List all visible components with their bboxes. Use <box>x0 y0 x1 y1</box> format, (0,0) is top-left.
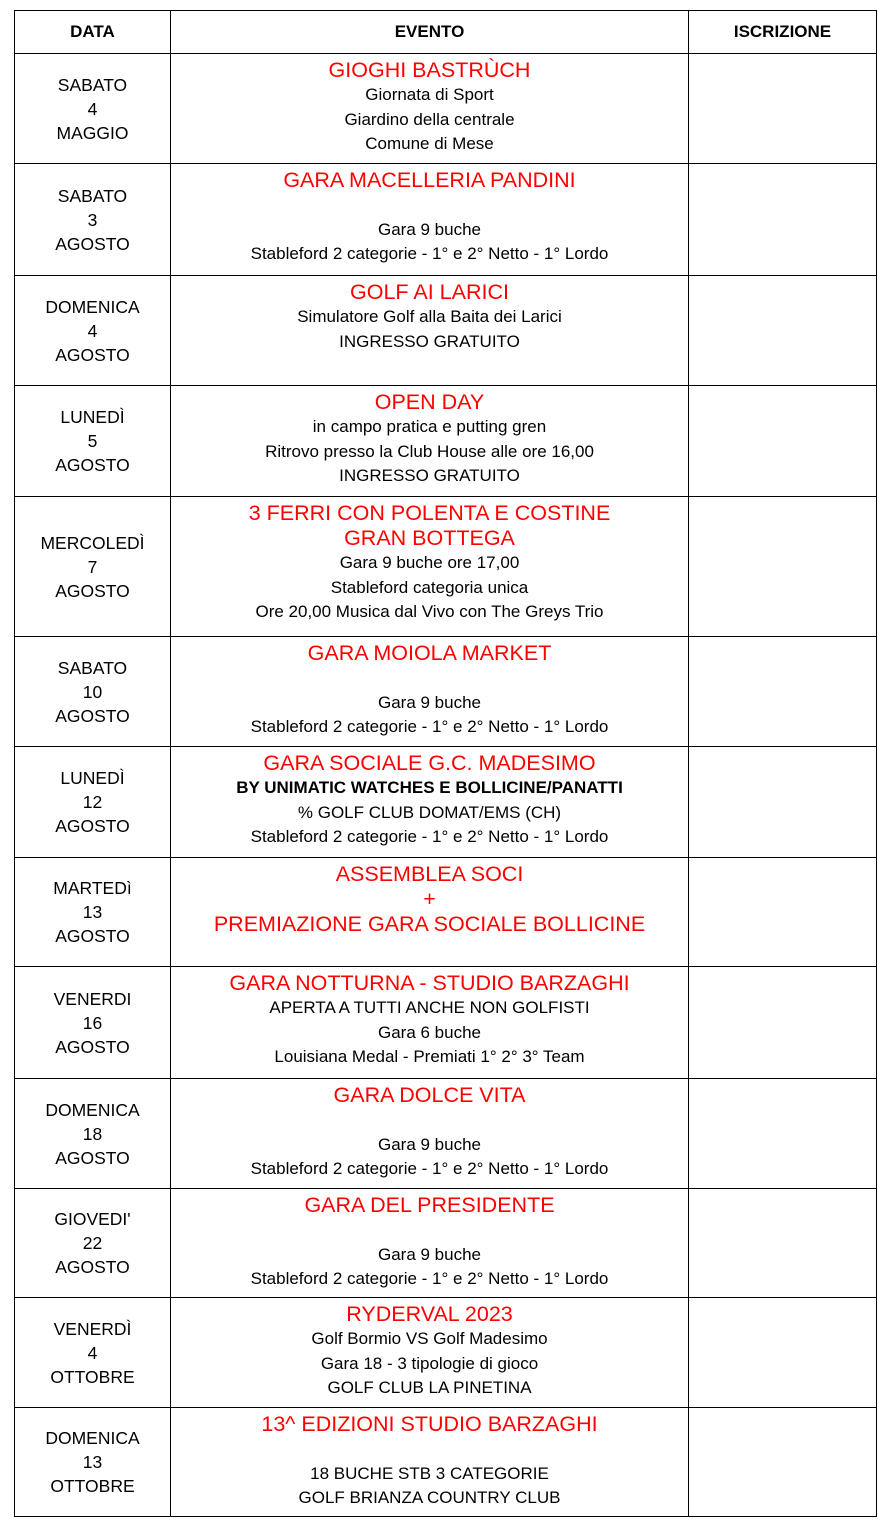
event-spacer <box>171 193 688 218</box>
date-line: SABATO <box>57 74 128 95</box>
table-row <box>15 276 877 386</box>
event-detail: APERTA A TUTTI ANCHE NON GOLFISTI <box>269 998 590 1017</box>
date-line: AGOSTO <box>55 1257 130 1277</box>
event-detail: Gara 6 buche <box>377 1022 481 1042</box>
event-detail: 18 BUCHE STB 3 CATEGORIE <box>310 1463 549 1483</box>
date-cell <box>15 747 171 858</box>
event-cell <box>171 967 689 1079</box>
event-detail: Gara 9 buche <box>377 1134 481 1154</box>
event-title: GIOGHI BASTRÙCH <box>328 58 531 82</box>
event-cell <box>171 386 689 497</box>
date-line: SABATO <box>57 185 128 206</box>
event-cell <box>171 1408 689 1517</box>
event-detail: Giornata di Sport <box>365 85 494 104</box>
date-line: AGOSTO <box>55 816 130 836</box>
date-line: AGOSTO <box>55 705 130 726</box>
date-line: SABATO <box>57 657 128 678</box>
date-cell <box>15 1189 171 1298</box>
date-line: GIOVEDI' <box>54 1209 131 1229</box>
registration-cell[interactable] <box>689 1079 877 1189</box>
event-spacer <box>171 1108 688 1133</box>
table-row <box>15 386 877 497</box>
event-cell <box>171 1079 689 1189</box>
date-line: VENERDI <box>53 988 132 1009</box>
date-line: 4 <box>87 1342 98 1363</box>
date-cell <box>15 386 171 497</box>
table-row <box>15 1189 877 1298</box>
table-row <box>15 54 877 164</box>
table-row <box>15 497 877 637</box>
table-row <box>15 1298 877 1408</box>
event-cell <box>171 1189 689 1298</box>
event-detail: in campo pratica e putting gren <box>312 417 547 436</box>
table-row <box>15 164 877 276</box>
event-detail: Stableford categoria unica <box>330 577 529 597</box>
date-line: MAGGIO <box>56 122 129 143</box>
registration-cell[interactable] <box>689 1408 877 1517</box>
date-line: 13 <box>82 1452 103 1472</box>
date-line: 13 <box>82 902 103 922</box>
date-line: 12 <box>82 792 103 812</box>
date-line: MERCOLEDÌ <box>40 532 145 553</box>
date-line: AGOSTO <box>55 580 130 601</box>
event-detail: INGRESSO GRATUITO <box>339 331 520 351</box>
date-line: AGOSTO <box>55 926 130 946</box>
date-line: AGOSTO <box>55 344 130 365</box>
date-line: OTTOBRE <box>50 1476 135 1496</box>
date-cell <box>15 1298 171 1408</box>
event-cell <box>171 497 689 637</box>
event-detail: Gara 9 buche <box>377 1244 481 1264</box>
date-line: LUNEDÌ <box>60 407 125 427</box>
date-line: 18 <box>82 1123 103 1144</box>
date-line: 4 <box>87 98 98 119</box>
event-cell <box>171 54 689 164</box>
event-detail: Stableford 2 categorie - 1° e 2° Netto - 1° Lordo <box>250 1269 609 1288</box>
date-line: 7 <box>87 556 98 577</box>
event-title: + <box>423 887 436 911</box>
event-cell <box>171 637 689 747</box>
date-cell <box>15 858 171 967</box>
event-detail: Golf Bormio VS Golf Madesimo <box>311 1329 548 1348</box>
event-detail: Stableford 2 categorie - 1° e 2° Netto - 1° Lordo <box>250 1159 609 1178</box>
event-cell <box>171 747 689 858</box>
date-line: MARTEDì <box>53 878 132 898</box>
registration-cell[interactable] <box>689 967 877 1079</box>
header-row <box>15 11 877 54</box>
event-detail: GOLF BRIANZA COUNTRY CLUB <box>298 1488 561 1507</box>
events-table <box>14 10 877 1517</box>
date-line: VENERDÌ <box>53 1318 132 1339</box>
event-title: 13^ EDIZIONI STUDIO BARZAGHI <box>261 1412 598 1436</box>
event-detail: Gara 9 buche <box>377 692 481 712</box>
event-detail: INGRESSO GRATUITO <box>339 466 520 485</box>
registration-cell[interactable] <box>689 1189 877 1298</box>
event-cell <box>171 858 689 967</box>
date-line: LUNEDÌ <box>60 768 125 788</box>
registration-cell[interactable] <box>689 276 877 386</box>
event-title: GARA NOTTURNA - STUDIO BARZAGHI <box>229 971 630 995</box>
event-title: GARA DEL PRESIDENTE <box>304 1193 555 1217</box>
date-line: 3 <box>87 209 98 230</box>
header-event: EVENTO <box>171 11 689 54</box>
event-title: PREMIAZIONE GARA SOCIALE BOLLICINE <box>213 912 646 936</box>
date-line: 5 <box>87 431 98 451</box>
date-line: AGOSTO <box>55 233 130 254</box>
event-cell <box>171 164 689 276</box>
table-row <box>15 637 877 747</box>
header-registration: ISCRIZIONE <box>689 11 877 54</box>
event-spacer <box>171 666 688 691</box>
registration-cell[interactable] <box>689 747 877 858</box>
date-cell <box>15 967 171 1079</box>
event-title: GARA MOIOLA MARKET <box>307 641 552 665</box>
event-detail: Gara 9 buche <box>377 219 481 239</box>
table-row <box>15 858 877 967</box>
date-cell <box>15 497 171 637</box>
date-cell <box>15 1079 171 1189</box>
event-detail: Giardino della centrale <box>344 109 515 129</box>
event-title: RYDERVAL 2023 <box>346 1302 513 1326</box>
event-detail: Stableford 2 categorie - 1° e 2° Netto - 1° Lordo <box>250 717 609 736</box>
table-row <box>15 1408 877 1517</box>
event-title: ASSEMBLEA SOCI <box>335 862 524 886</box>
event-spacer <box>171 1218 688 1243</box>
event-title: GRAN BOTTEGA <box>344 526 515 550</box>
table-row <box>15 967 877 1079</box>
date-line: DOMENICA <box>45 1099 140 1120</box>
date-cell <box>15 1408 171 1517</box>
header-date: DATA <box>15 11 171 54</box>
date-line: OTTOBRE <box>50 1366 135 1387</box>
event-title: GARA MACELLERIA PANDINI <box>283 168 576 192</box>
date-cell <box>15 164 171 276</box>
date-line: 16 <box>82 1012 103 1033</box>
registration-cell[interactable] <box>689 497 877 637</box>
date-line: DOMENICA <box>45 1428 140 1448</box>
event-title: GOLF AI LARICI <box>350 280 509 304</box>
registration-cell[interactable] <box>689 858 877 967</box>
table-row <box>15 747 877 858</box>
event-title: 3 FERRI CON POLENTA E COSTINE <box>248 501 611 525</box>
event-detail: Gara 18 - 3 tipologie di gioco <box>320 1353 539 1373</box>
registration-cell[interactable] <box>689 386 877 497</box>
date-line: AGOSTO <box>55 455 130 475</box>
event-cell <box>171 1298 689 1408</box>
event-detail: Simulatore Golf alla Baita dei Larici <box>297 307 562 326</box>
registration-cell[interactable] <box>689 1298 877 1408</box>
event-detail: Louisiana Medal - Premiati 1° 2° 3° Team <box>274 1047 585 1066</box>
event-detail: Comune di Mese <box>365 134 494 153</box>
event-spacer <box>171 1437 688 1462</box>
event-detail: Ore 20,00 Musica dal Vivo con The Greys Trio <box>255 602 604 621</box>
date-line: 4 <box>87 320 98 341</box>
event-detail: % GOLF CLUB DOMAT/EMS (CH) <box>297 802 562 822</box>
event-detail: Stableford 2 categorie - 1° e 2° Netto - 1° Lordo <box>250 244 609 263</box>
event-detail: GOLF CLUB LA PINETINA <box>327 1378 532 1397</box>
event-cell <box>171 276 689 386</box>
event-title: GARA DOLCE VITA <box>333 1083 526 1107</box>
table-row <box>15 1079 877 1189</box>
date-cell <box>15 54 171 164</box>
date-line: DOMENICA <box>45 296 140 317</box>
registration-cell[interactable] <box>689 637 877 747</box>
event-detail: Stableford 2 categorie - 1° e 2° Netto - 1° Lordo <box>250 827 609 846</box>
date-line: AGOSTO <box>55 1147 130 1168</box>
registration-cell[interactable] <box>689 164 877 276</box>
date-line: 10 <box>82 681 103 702</box>
date-cell <box>15 637 171 747</box>
event-detail: Gara 9 buche ore 17,00 <box>339 553 520 572</box>
date-line: 22 <box>82 1233 103 1253</box>
date-cell <box>15 276 171 386</box>
event-title: GARA SOCIALE G.C. MADESIMO <box>263 751 596 775</box>
event-detail: Ritrovo presso la Club House alle ore 16,00 <box>265 441 594 461</box>
date-line: AGOSTO <box>55 1036 130 1057</box>
event-sponsor: BY UNIMATIC WATCHES E BOLLICINE/PANATTI <box>236 778 623 797</box>
event-title: OPEN DAY <box>374 390 485 414</box>
registration-cell[interactable] <box>689 54 877 164</box>
